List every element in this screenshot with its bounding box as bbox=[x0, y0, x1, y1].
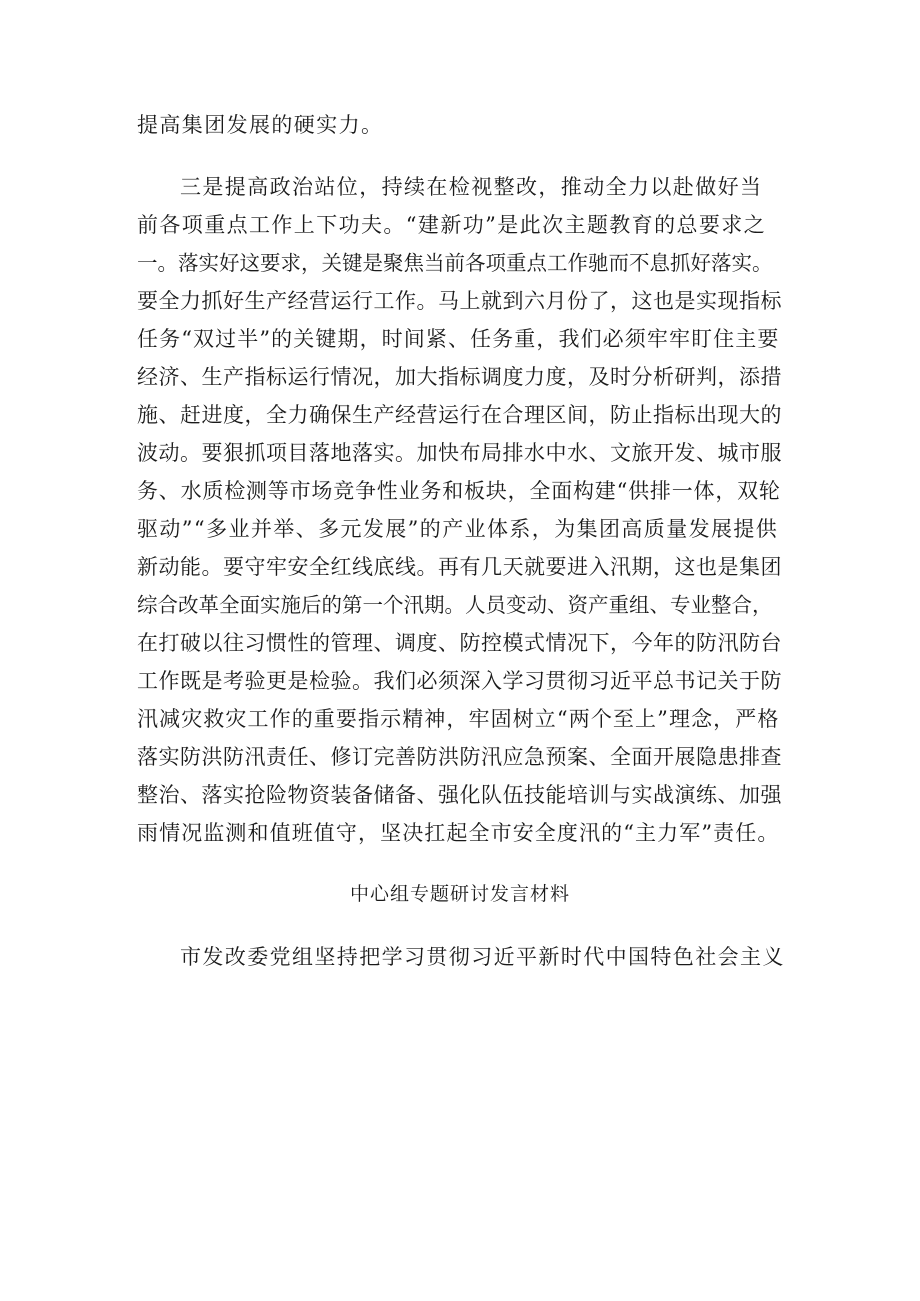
paragraph-line: 务、水质检测等市场竞争性业务和板块，全面构建“供排一体，双轮 bbox=[137, 479, 781, 503]
paragraph-line: 雨情况监测和值班值守，坚决扛起全市安全度汛的“主力军”责任。 bbox=[137, 821, 780, 845]
paragraph-line: 波动。要狠抓项目落地落实。加快布局排水中水、文旅开发、城市服 bbox=[137, 441, 782, 465]
paragraph-line: 三是提高政治站位，持续在检视整改，推动全力以赴做好当 bbox=[180, 175, 763, 199]
paragraph-line: 落实防洪防汛责任、修订完善防洪防汛应急预案、全面开展隐患排查 bbox=[137, 745, 782, 769]
paragraph-line: 一。落实好这要求，关键是聚焦当前各项重点工作驰而不息抓好落实。 bbox=[137, 251, 773, 275]
paragraph-line: 任务“双过半”的关键期，时间紧、任务重，我们必须牢牢盯住主要 bbox=[137, 327, 780, 351]
paragraph-line: 前各项重点工作上下功夫。“建新功”是此次主题教育的总要求之 bbox=[137, 213, 767, 237]
paragraph-line: 汛减灾救灾工作的重要指示精神，牢固树立“两个至上”理念，严格 bbox=[137, 707, 780, 731]
paragraph-line: 综合改革全面实施后的第一个汛期。人员变动、资产重组、专业整合， bbox=[137, 593, 773, 617]
paragraph-line: 新动能。要守牢安全红线底线。再有几天就要进入汛期，这也是集团 bbox=[137, 555, 782, 579]
section-title: 中心组专题研讨发言材料 bbox=[349, 883, 570, 905]
paragraph-line: 经济、生产指标运行情况，加大指标调度力度，及时分析研判，添措 bbox=[137, 365, 782, 389]
paragraph-line: 施、赶进度，全力确保生产经营运行在合理区间，防止指标出现大的 bbox=[137, 403, 782, 427]
paragraph-line: 整治、落实抢险物资装备储备、强化队伍技能培训与实战演练、加强 bbox=[137, 783, 782, 807]
paragraph-line: 工作既是考验更是检验。我们必须深入学习贯彻习近平总书记关于防 bbox=[137, 669, 782, 693]
paragraph-line: 在打破以往习惯性的管理、调度、防控模式情况下，今年的防汛防台 bbox=[137, 631, 782, 655]
prev-paragraph-end: 提高集团发展的硬实力。 bbox=[137, 113, 384, 137]
paragraph-line: 要全力抓好生产经营运行工作。马上就到六月份了，这也是实现指标 bbox=[137, 289, 782, 313]
paragraph-line: 驱动”“多业并举、多元发展”的产业体系，为集团高质量发展提供 bbox=[137, 517, 779, 541]
next-paragraph-start: 市发改委党组坚持把学习贯彻习近平新时代中国特色社会主义 bbox=[180, 945, 785, 969]
